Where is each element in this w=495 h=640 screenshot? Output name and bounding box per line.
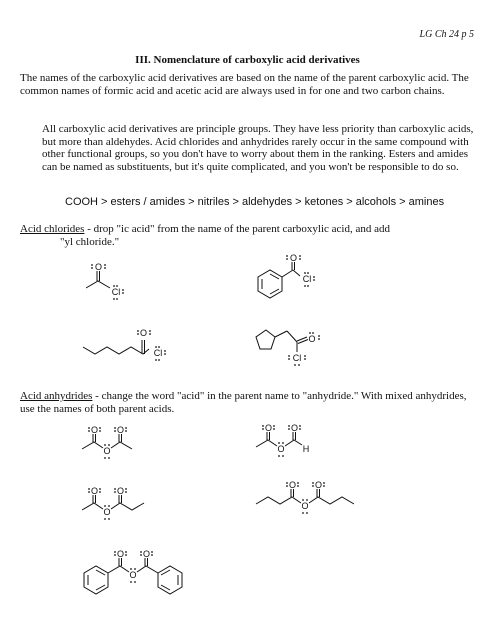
section-title: III. Nomenclature of carboxylic acid derivatives [135, 54, 360, 66]
atom-oxygen: O [94, 262, 103, 272]
priority-paragraph: All carboxylic acid derivatives are principle groups. They have less priority than carboxylic acids, but more than aldehydes. Acid chlorides and anhydrides rarely occur in the same compound with other functional groups, so you don't have to worry about them in the ranking. Esters and amides can be named as substituents, but it's quite complicated, and you won't be responsible to do so. [42, 123, 474, 173]
acetic-propanoic-anhydride-structure [82, 486, 144, 520]
intro-paragraph: The names of the carboxylic acid derivatives are based on the name of the parent carboxylic acid. The common names of formic acid and acetic acid are always used in for one and two carbon chains. [20, 72, 469, 97]
page-reference: LG Ch 24 p 5 [419, 29, 474, 40]
atom-oxygen: O [116, 549, 125, 559]
atom-chlorine: Cl [302, 274, 312, 284]
atom-oxygen: O [290, 423, 299, 433]
atom-oxygen: O [288, 480, 297, 490]
atom-oxygen: O [308, 334, 316, 344]
acid-chlorides-rule-cont: "yl chloride." [60, 235, 120, 248]
acetic-anhydride-structure [82, 425, 132, 459]
atom-chlorine: Cl [153, 348, 163, 358]
atom-oxygen: O [116, 425, 125, 435]
acetyl-chloride-structure [86, 262, 124, 300]
atom-oxygen: O [289, 253, 298, 263]
butanoic-anhydride-structure [256, 480, 354, 514]
acetic-formic-anhydride-structure [256, 423, 309, 457]
atom-oxygen: O [277, 444, 285, 454]
atom-oxygen: O [301, 501, 309, 511]
benzoic-anhydride-structure [84, 549, 182, 594]
acid-chlorides-term: Acid chlorides [20, 223, 85, 235]
atom-oxygen: O [139, 328, 148, 338]
atom-oxygen: O [103, 507, 111, 517]
atom-oxygen: O [103, 446, 111, 456]
atom-oxygen: O [264, 423, 273, 433]
atom-oxygen: O [314, 480, 323, 490]
acid-anhydrides-term: Acid anhydrides [20, 390, 93, 402]
atom-chlorine: Cl [292, 353, 302, 363]
atom-hydrogen: H [302, 444, 310, 454]
cyclopentylacetyl-chloride-structure [256, 330, 320, 366]
benzoyl-chloride-structure [258, 253, 315, 298]
priority-ranking: COOH > esters / amides > nitriles > aldehydes > ketones > alcohols > amines [65, 196, 445, 208]
acid-chlorides-rule: - drop "ic acid" from the name of the parent carboxylic acid, and add [84, 223, 391, 235]
atom-oxygen: O [90, 486, 99, 496]
acid-anhydrides-rule: - change the word "acid" in the parent name to "anhydride." With mixed anhydrides, use the names of both parent acids. [20, 390, 467, 415]
atom-chlorine: Cl [111, 287, 121, 297]
hexanoyl-chloride-structure [83, 328, 166, 361]
atom-oxygen: O [90, 425, 99, 435]
atom-oxygen: O [116, 486, 125, 496]
atom-oxygen: O [142, 549, 151, 559]
atom-oxygen: O [129, 570, 137, 580]
